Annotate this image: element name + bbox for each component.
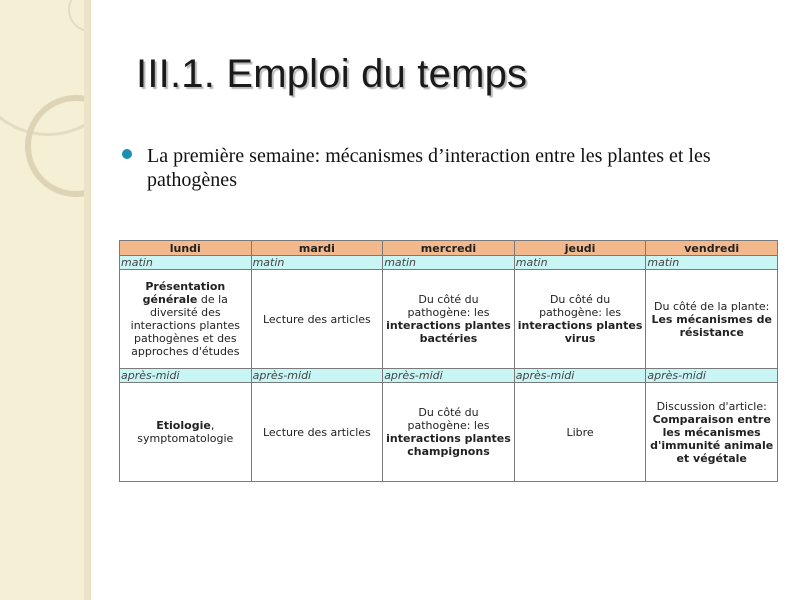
period-label: après-midi	[383, 369, 515, 383]
schedule-table	[119, 240, 778, 482]
period-row-morning	[120, 256, 778, 270]
table-row-afternoon	[120, 383, 778, 482]
cell-bold: interactions plantes champignons	[386, 432, 511, 458]
cell-mercredi-matin	[383, 270, 515, 369]
cell-text: Du côté du pathogène: les	[407, 406, 490, 432]
cell-bold: interactions plantes bactéries	[386, 319, 511, 345]
cell-mardi-matin	[251, 270, 383, 369]
period-label: matin	[251, 256, 383, 270]
cell-text: Lecture des articles	[262, 312, 371, 326]
header-lundi: lundi	[120, 241, 252, 256]
table-row-morning	[120, 270, 778, 369]
period-label: matin	[646, 256, 778, 270]
cell-vendredi-apres-midi	[646, 383, 778, 482]
header-jeudi: jeudi	[514, 241, 646, 256]
bullet-item	[122, 144, 762, 192]
bullet-dot-icon	[122, 149, 132, 159]
cell-bold: interactions plantes virus	[517, 319, 643, 345]
cell-text: de la diversité des interactions plantes pathogènes et des approches d'études	[130, 293, 240, 358]
period-label: matin	[514, 256, 646, 270]
period-row-afternoon	[120, 369, 778, 383]
cell-lundi-matin	[120, 270, 252, 369]
cell-jeudi-matin	[514, 270, 646, 369]
cell-mercredi-apres-midi	[383, 383, 515, 482]
slide-title: III.1. Emploi du temps	[136, 52, 528, 96]
cell-bold: Comparaison entre les mécanismes d'immunité animale et végétale	[650, 412, 774, 465]
header-mercredi: mercredi	[383, 241, 515, 256]
period-label: après-midi	[120, 369, 252, 383]
cell-bold: Etiologie	[156, 419, 211, 432]
cell-text: Du côté du pathogène: les	[539, 293, 622, 319]
cell-text: Lecture des articles	[262, 425, 371, 439]
cell-bold: Présentation générale	[142, 280, 226, 306]
table-header-row	[120, 241, 778, 256]
cell-lundi-apres-midi	[120, 383, 252, 482]
cell-text: Du côté de la plante:	[654, 299, 770, 313]
period-label: matin	[120, 256, 252, 270]
header-mardi: mardi	[251, 241, 383, 256]
cell-text: Du côté du pathogène: les	[407, 293, 490, 319]
cell-text: Libre	[566, 425, 594, 439]
bullet-text: La première semaine: mécanismes d’interaction entre les plantes et les pathogènes	[147, 145, 711, 191]
decorative-side-band	[0, 0, 91, 600]
period-label: après-midi	[251, 369, 383, 383]
period-label: après-midi	[646, 369, 778, 383]
period-label: matin	[383, 256, 515, 270]
cell-vendredi-matin	[646, 270, 778, 369]
cell-mardi-apres-midi	[251, 383, 383, 482]
cell-bold: Les mécanismes de résistance	[651, 312, 772, 339]
header-vendredi: vendredi	[646, 241, 778, 256]
period-label: après-midi	[514, 369, 646, 383]
decorative-strip	[84, 0, 90, 600]
cell-text: Discussion d'article:	[656, 399, 767, 413]
cell-jeudi-apres-midi	[514, 383, 646, 482]
cell-text: , symptomatologie	[137, 419, 234, 445]
